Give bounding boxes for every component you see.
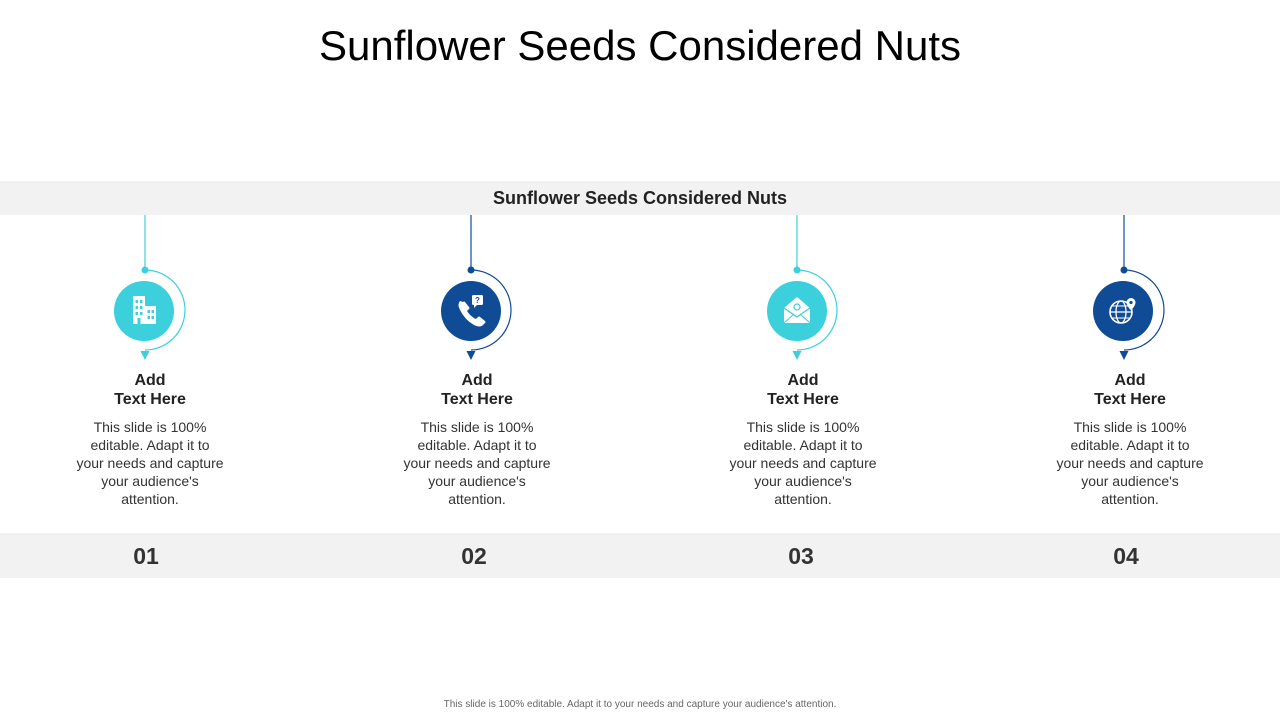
header-band: Sunflower Seeds Considered Nuts	[0, 181, 1280, 215]
step-connectors	[0, 215, 1280, 365]
step-3-title: Add Text Here	[767, 372, 839, 408]
step-4-title: Add Text Here	[1094, 372, 1166, 408]
step-1-title: Add Text Here	[114, 372, 186, 408]
step-4-number: 04	[1113, 543, 1139, 569]
step-3-connector	[767, 215, 837, 360]
step-1-number: 01	[133, 543, 159, 569]
svg-text:?: ?	[475, 296, 480, 305]
step-1-connector	[114, 215, 185, 360]
step-3-number: 03	[788, 543, 814, 569]
slide-title: Sunflower Seeds Considered Nuts	[318, 22, 962, 69]
step-3-description: This slide is 100% editable. Adapt it to your needs and capture your audience's attention.	[729, 419, 877, 507]
footer-note: This slide is 100% editable. Adapt it to your needs and capture your audience's attention.	[443, 699, 837, 710]
step-2-connector	[441, 215, 511, 360]
step-2-number: 02	[461, 543, 487, 569]
step-4-description: This slide is 100% editable. Adapt it to your needs and capture your audience's attention.	[1056, 419, 1204, 507]
step-2-title: Add Text Here	[441, 372, 513, 408]
step-2-description: This slide is 100% editable. Adapt it to your needs and capture your audience's attention.	[403, 419, 551, 507]
step-4-connector	[1093, 215, 1164, 360]
step-1-description: This slide is 100% editable. Adapt it to your needs and capture your audience's attention.	[76, 419, 224, 507]
